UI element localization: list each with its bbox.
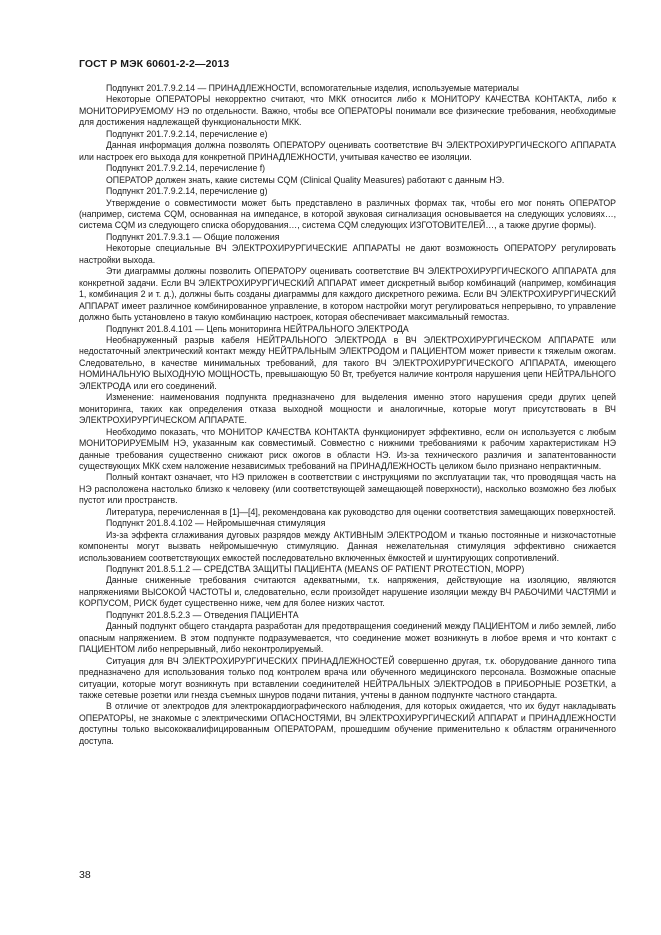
paragraph: Литература, перечисленная в [1]—[4], рекомендована как руководство для оценки соответствия замещающих поверхностей. (106, 506, 616, 517)
subclause-heading: Подпункт 201.7.9.2.14, перечисление g) (106, 186, 268, 197)
paragraph: Ситуация для ВЧ ЭЛЕКТРОХИРУРГИЧЕСКИХ ПРИНАДЛЕЖНОСТЕЙ совершенно другая, т.к. оборудование данного типа предназначено для использования только под контролем врача или обученного медицинского персонала. Возможные опасные ситуации, которые могут возникнуть при вставлении соединителей НЕЙТРАЛЬНЫХ ЭЛЕКТРОДОВ в ПРИБОРНЫЕ РОЗЕТКИ, а также сетевые розетки или гнезда съемных шнуров подачи питания, учтены в данном подпункте частного стандарта. (79, 655, 616, 701)
standard-header: ГОСТ Р МЭК 60601-2-2—2013 (79, 58, 230, 70)
paragraph: ОПЕРАТОР должен знать, какие системы CQM (Clinical Quality Measures) работают с данным НЭ. (106, 174, 505, 185)
subclause-heading: Подпункт 201.8.4.101 — Цепь мониторинга НЕЙТРАЛЬНОГО ЭЛЕКТРОДА (106, 323, 409, 334)
paragraph: Из-за эффекта сглаживания дуговых разрядов между АКТИВНЫМ ЭЛЕКТРОДОМ и тканью постоянные и низкочастотные компоненты могут вызвать нейромышечную стимуляцию. Данная нежелательная стимуляция эффективно снижается использованием соответствующих емкостей последовательно включенных ёмкостей и шунтирующих сопротивлений. (79, 529, 616, 563)
subclause-heading: Подпункт 201.7.9.2.14, перечисление е) (106, 128, 268, 139)
page-number: 38 (79, 869, 91, 881)
paragraph: Некоторые специальные ВЧ ЭЛЕКТРОХИРУРГИЧЕСКИЕ АППАРАТЫ не дают возможность ОПЕРАТОРУ регулировать настройки выхода. (79, 243, 616, 265)
paragraph: Необходимо показать, что МОНИТОР КАЧЕСТВА КОНТАКТА функционирует эффективно, если он используется с любым МОНИТОРИРУЕМЫМ НЭ, указанным как совместимый. Совместно с нижними требованиями к рабочим характеристикам НЭ данные требования существенно снижают риск ожогов в области НЭ. Из-за технического различия и запатентованности существующих МКК схем наложение независимых требований на ПРИНАДЛЕЖНОСТЬ целиком было признано непрактичным. (79, 426, 616, 471)
subclause-heading: Подпункт 201.7.9.2.14 — ПРИНАДЛЕЖНОСТИ, вспомогательные изделия, используемые материалы (106, 83, 519, 93)
paragraph: Некоторые ОПЕРАТОРЫ некорректно считают, что МКК относится либо к МОНИТОРУ КАЧЕСТВА КОНТАКТА, либо к МОНИТОРИРУЕМОМУ НЭ по отдельности. Важно, чтобы все ОПЕРАТОРЫ понимали все физические требования, необходимые для достижения надлежащей функциональности МКК. (79, 94, 616, 128)
subclause-heading: Подпункт 201.7.9.3.1 — Общие положения (106, 231, 280, 242)
paragraph: Данный подпункт общего стандарта разработан для предотвращения соединений между ПАЦИЕНТОМ и либо землей, либо опасным напряжением. В этом подпункте подразумевается, что соединение может возникнуть в любое время и что контакт с ПАЦИЕНТОМ либо непрерывный, либо неконтролируемый. (79, 621, 616, 655)
subclause-heading: Подпункт 201.7.9.2.14, перечисление f) (106, 163, 266, 174)
subclause-heading: Подпункт 201.8.5.2.3 — Отведения ПАЦИЕНТА (106, 609, 299, 620)
paragraph: Данная информация должна позволять ОПЕРАТОРУ оценивать соответствие ВЧ ЭЛЕКТРОХИРУРГИЧЕСКОГО АППАРАТА или настроек его выхода для конкретной ПРИНАДЛЕЖНОСТИ, учитывая качество ее изоляции. (79, 140, 616, 162)
body-text (79, 83, 616, 747)
paragraph: Данные сниженные требования считаются адекватными, т.к. напряжения, действующие на изоляцию, являются напряжениями ВЫСОКОЙ ЧАСТОТЫ и, следовательно, если произойдет нарушение изоляции между ВЧ РАБОЧИМИ ЧАСТЯМИ и КОРПУСОМ, РИСК будет существенно ниже, чем для более низких частот. (79, 575, 616, 609)
paragraph: В отличие от электродов для электрокардиографического наблюдения, для которых ожидается, что их будут накладывать ОПЕРАТОРЫ, не знакомые с электрическими ОПАСНОСТЯМИ, ВЧ ЭЛЕКТРОХИРУРГИЧЕСКИЙ АППАРАТ и ПРИНАДЛЕЖНОСТИ доступны только высококвалифицированным ОПЕРАТОРАМ, прошедшим обучение применительно к областям ограниченного доступа. (79, 701, 616, 746)
paragraph: Необнаруженный разрыв кабеля НЕЙТРАЛЬНОГО ЭЛЕКТРОДА в ВЧ ЭЛЕКТРОХИРУРГИЧЕСКОМ АППАРАТЕ или недостаточный электрический контакт между НЕЙТРАЛЬНЫМ ЭЛЕКТРОДОМ и ПАЦИЕНТОМ может привести к тяжелым ожогам. Следовательно, в качестве минимальных требований, для такого ВЧ ЭЛЕКТРОХИРУРГИЧЕСКОГО АППАРАТА, имеющего НОМИНАЛЬНУЮ ВЫХОДНУЮ МОЩНОСТЬ, превышающую 50 Вт, требуется наличие контроля нарушения цепи НЕЙТРАЛЬНОГО ЭЛЕКТРОДА или его соединений. (79, 334, 616, 391)
subclause-heading: Подпункт 201.8.5.1.2 — СРЕДСТВА ЗАЩИТЫ ПАЦИЕНТА (MEANS OF PATIENT PROTECTION, MOPP) (106, 564, 525, 575)
paragraph: Изменение: наименования подпункта предназначено для выделения именно этого нарушения среди других цепей мониторинга, таких как определения отказа выходной мощности и аналогичные, которые могут присутствовать в ВЧ ЭЛЕКТРОХИРУРГИЧЕСКОМ АППАРАТЕ. (79, 392, 616, 426)
paragraph: Полный контакт означает, что НЭ приложен в соответствии с инструкциями по эксплуатации так, что проводящая часть на НЭ расположена настолько близко к человеку (или соответствующей замещающей поверхности), насколько возможно без любых пустот или пространств. (79, 472, 616, 506)
paragraph: Утверждение о совместимости может быть представлено в различных формах так, чтобы его мог понять ОПЕРАТОР (например, система CQM, основанная на импедансе, в которой звуковая сигнализация основывается на следующих условиях…, система CQM из следующего списка оборудования…, система CQM следующих ИЗГОТОВИТЕЛЕЙ…, а также другие формы). (79, 197, 616, 231)
paragraph: Эти диаграммы должны позволить ОПЕРАТОРУ оценивать соответствие ВЧ ЭЛЕКТРОХИРУРГИЧЕСКОГО АППАРАТА для конкретной задачи. Если ВЧ ЭЛЕКТРОХИРУРГИЧЕСКИЙ АППАРАТ имеет дискретный выбор комбинаций (например, комбинация 1, комбинация 2 и т. д.), должны быть созданы диаграммы для каждого дискретного режима. Если ВЧ ЭЛЕКТРОХИРУРГИЧЕСКИЙ АППАРАТ имеет различное комбинированное управление, в котором настройки могут регулироваться непрерывно, то управление должно быть установлено в такую комбинацию настроек, которая обеспечивает максимальный гемостаз. (79, 266, 616, 323)
subclause-heading: Подпункт 201.8.4.102 — Нейромышечная стимуляция (106, 518, 326, 529)
